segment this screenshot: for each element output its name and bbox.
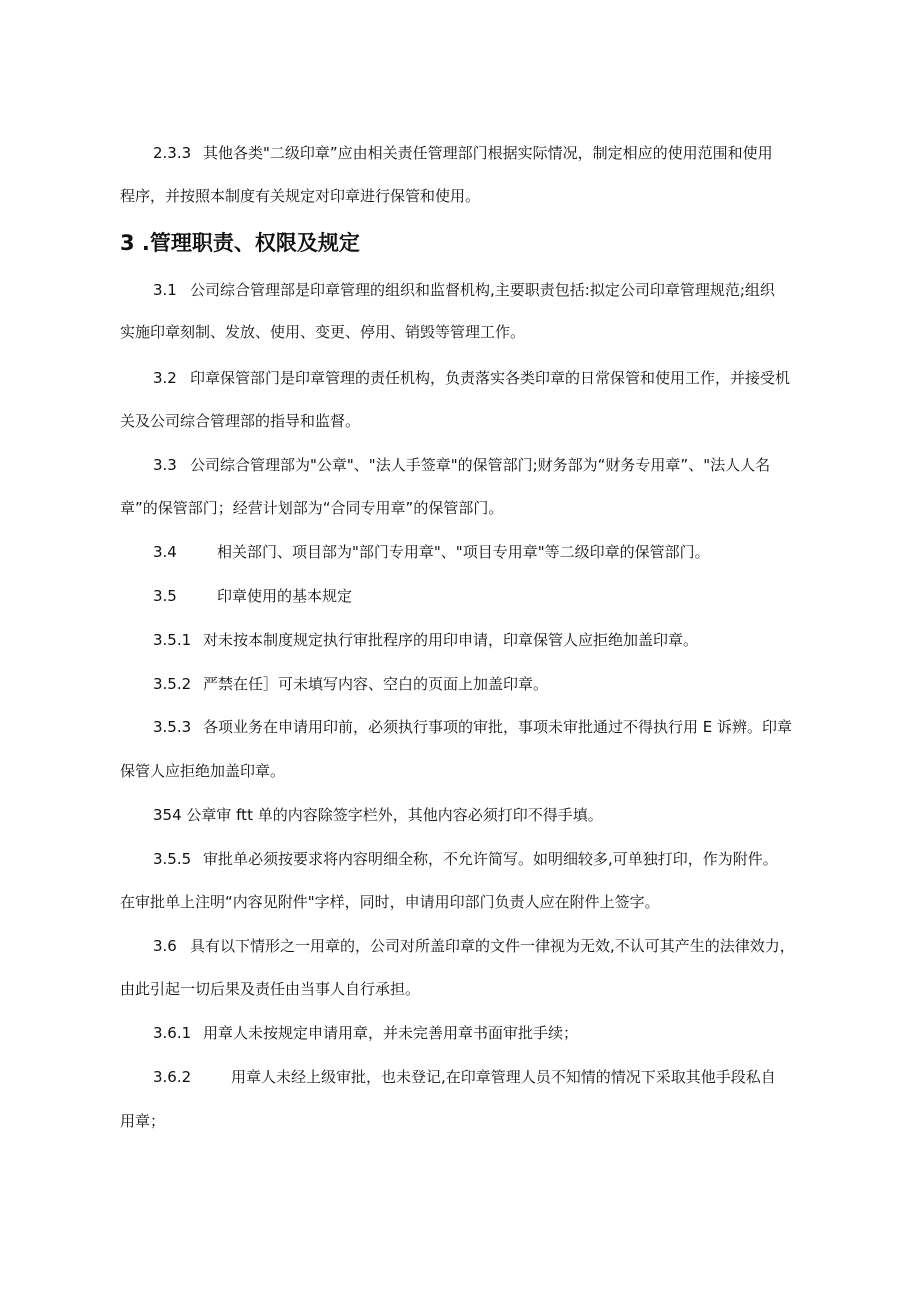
clause-3-3-line-2: 章”的保管部门；经营计划部为“合同专用章”的保管部门。 <box>120 499 504 517</box>
clause-3-2-line-2: 关及公司综合管理部的指导和监督。 <box>120 412 361 430</box>
clause-number: 3.5 <box>153 587 177 605</box>
clause-number: 3.6 <box>153 937 177 955</box>
clause-3-6-2-line-2: 用章； <box>120 1112 166 1130</box>
clause-text: 相关部门、项目部为"部门专用章"、"项目专用章"等二级印章的保管部门。 <box>217 543 710 561</box>
clause-3-5-1 <box>153 629 698 651</box>
clause-text: 各项业务在申请用印前，必须执行事项的审批，事项未审批通过不得执行用 E 诉辨。印章 <box>203 718 793 736</box>
clause-number: 3.5.1 <box>153 631 192 649</box>
clause-3-5-5-line-2: 在审批单上注明“内容见附件"字样，同时，申请用印部门负责人应在附件上签字。 <box>120 893 660 911</box>
clause-number: 3.6.2 <box>153 1068 192 1086</box>
clause-text: 用章人未经上级审批，也未登记,在印章管理人员不知情的情况下采取其他手段私自 <box>231 1068 776 1086</box>
clause-2-3-3-line-1 <box>153 142 773 164</box>
clause-3-5-3-line-2: 保管人应拒绝加盖印章。 <box>120 762 286 780</box>
clause-3-6-1 <box>153 1022 578 1044</box>
clause-text: 公司综合管理部为"公章"、"法人手签章"的保管部门;财务部为“财务专用章”、"法人人名 <box>190 456 771 474</box>
clause-3-6-line-1 <box>153 935 795 957</box>
clause-number: 3.2 <box>153 369 177 387</box>
clause-3-6-line-2: 由此引起一切后果及责任由当事人自行承担。 <box>120 980 421 998</box>
clause-number: 3.1 <box>153 281 177 299</box>
clause-text: 具有以下情形之一用章的，公司对所盖印章的文件一律视为无效,不认可其产生的法律效力， <box>190 937 795 955</box>
clause-number: 3.5.5 <box>153 850 192 868</box>
clause-number: 3.4 <box>153 543 177 561</box>
clause-number: 3.5.2 <box>153 675 192 693</box>
clause-number: 3.3 <box>153 456 177 474</box>
clause-text: 印章使用的基本规定 <box>217 587 353 605</box>
clause-number: 3.6.1 <box>153 1024 192 1042</box>
clause-text: 审批单必须按要求将内容明细全称，不允许简写。如明细较多,可单独打印，作为附件。 <box>203 850 778 868</box>
clause-2-3-3-line-2: 程序，并按照本制度有关规定对印章进行保管和使用。 <box>120 187 481 205</box>
clause-3-1-line-2: 实施印章刻制、发放、使用、变更、停用、销毁等管理工作。 <box>120 323 526 341</box>
clause-text: 严禁在任］可未填写内容、空白的页面上加盖印章。 <box>203 675 549 693</box>
clause-3-3-line-1 <box>153 454 770 476</box>
clause-text: 对未按本制度规定执行审批程序的用印申请，印章保管人应拒绝加盖印章。 <box>203 631 699 649</box>
clause-3-5-2 <box>153 673 548 695</box>
clause-3-4 <box>153 541 710 563</box>
clause-3-1-line-1 <box>153 279 775 301</box>
clause-number: 3.5.3 <box>153 718 192 736</box>
clause-3-2-line-1 <box>153 367 790 389</box>
clause-3-5-5-line-1 <box>153 848 778 870</box>
clause-3-5 <box>153 585 352 607</box>
clause-text: 印章保管部门是印章管理的责任机构，负责落实各类印章的日常保管和使用工作，并接受机 <box>190 369 791 387</box>
clause-text: 其他各类"二级印章”应由相关责任管理部门根据实际情况，制定相应的使用范围和使用 <box>203 144 773 162</box>
clause-3-5-4: 354 公章审 ftt 单的内容除签字栏外，其他内容必须打印不得手填。 <box>153 806 603 824</box>
clause-number: 2.3.3 <box>153 144 192 162</box>
clause-3-5-3-line-1 <box>153 716 792 738</box>
clause-text: 公司综合管理部是印章管理的组织和监督机构,主要职责包括:拟定公司印章管理规范;组织 <box>190 281 775 299</box>
clause-text: 用章人未按规定申请用章，并未完善用章书面审批手续； <box>203 1024 579 1042</box>
section-heading: 3 .管理职责、权限及规定 <box>120 231 360 255</box>
clause-3-6-2-line-1 <box>153 1066 776 1088</box>
